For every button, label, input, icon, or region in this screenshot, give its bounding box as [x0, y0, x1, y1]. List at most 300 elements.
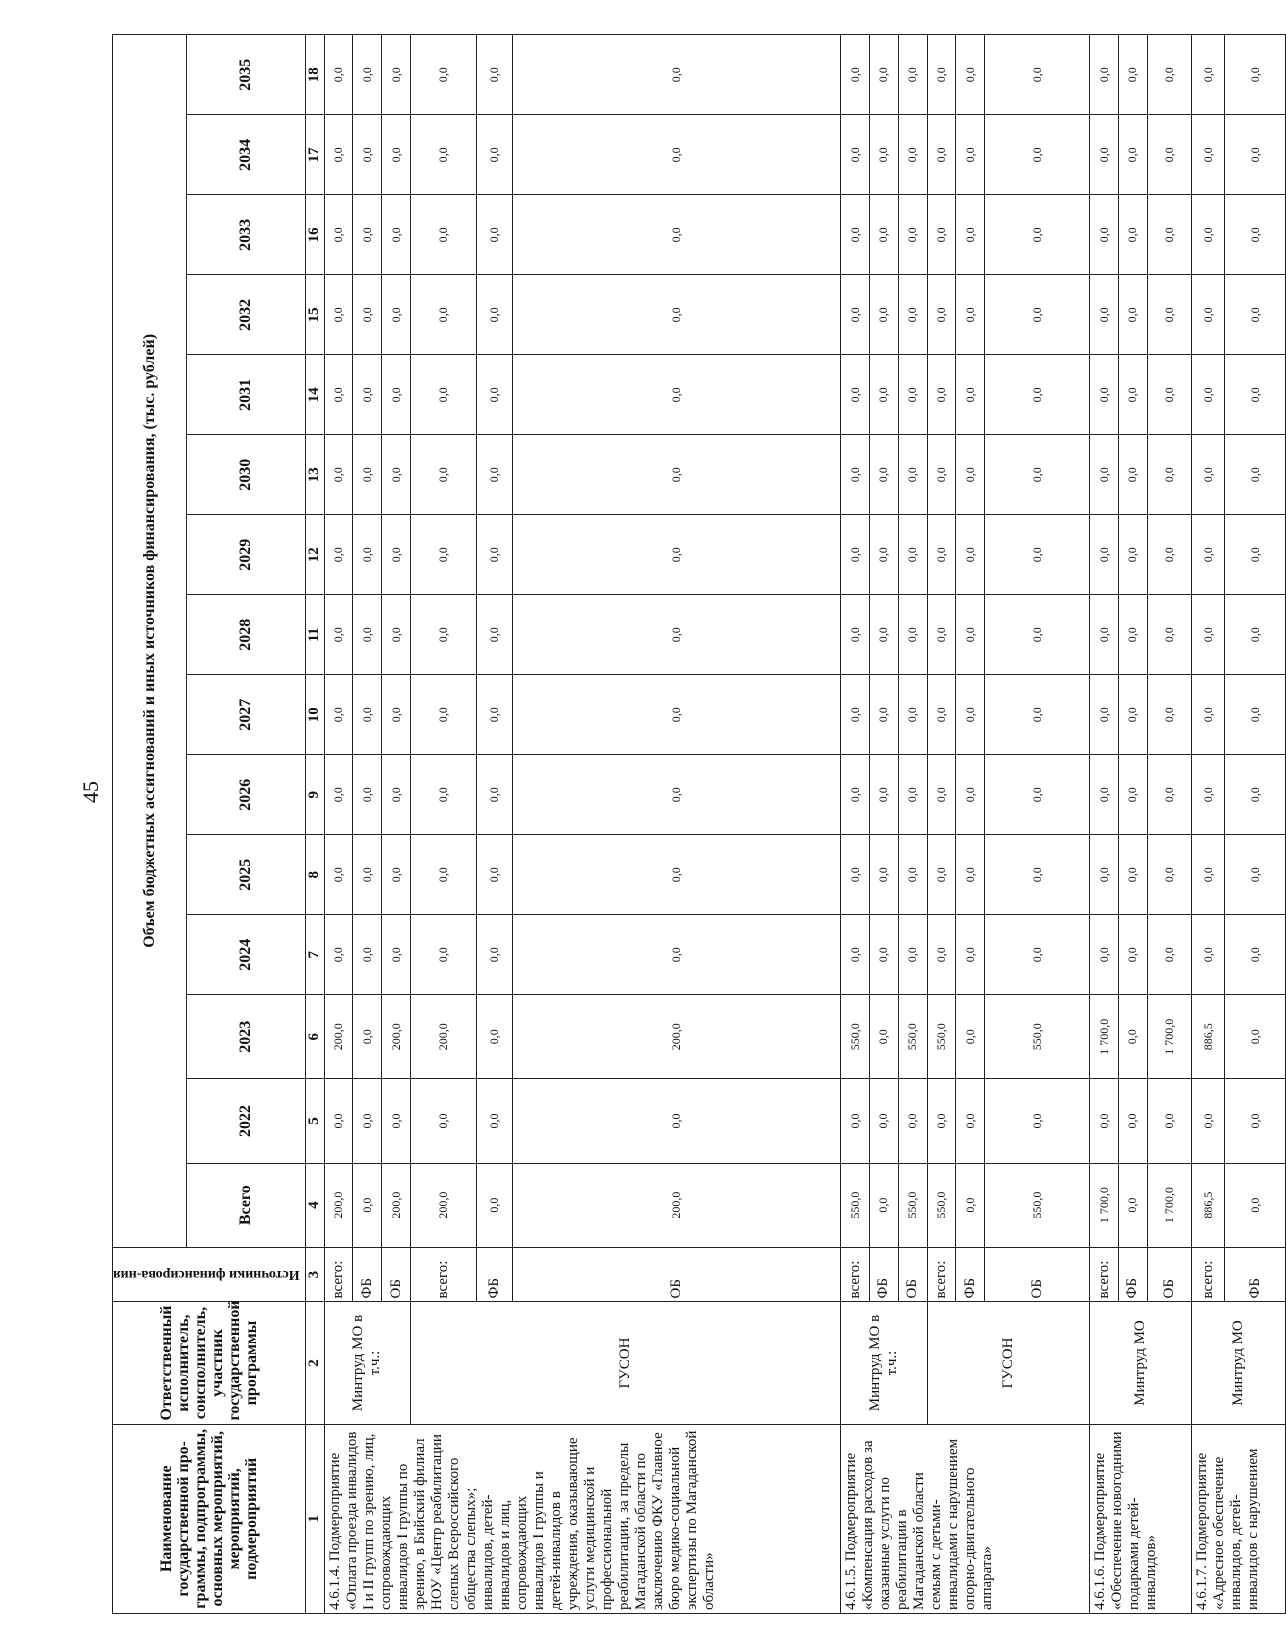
- row-responsible: Минтруд МО в т.ч.:: [841, 1302, 927, 1424]
- row-value: 0,0: [476, 355, 513, 435]
- row-value: 0,0: [1147, 835, 1192, 915]
- row-value: 0,0: [353, 755, 382, 835]
- row-value: 0,0: [513, 595, 841, 675]
- row-responsible: ГУСОН: [927, 1302, 1090, 1424]
- row-source: ФБ: [956, 1247, 985, 1302]
- row-value: 550,0: [985, 995, 1090, 1079]
- row-value: 1 700,0: [1090, 995, 1119, 1079]
- row-value: 0,0: [1225, 355, 1285, 435]
- row-value: 0,0: [841, 355, 870, 435]
- row-value: 0,0: [476, 435, 513, 515]
- row-value: 200,0: [324, 995, 353, 1079]
- row-value: 0,0: [324, 1079, 353, 1163]
- column-number: 17: [305, 115, 324, 195]
- row-value: 0,0: [1192, 835, 1225, 915]
- row-value: 0,0: [1192, 195, 1225, 275]
- column-number: 18: [305, 35, 324, 115]
- table-row: [841, 35, 870, 1614]
- column-number: 15: [305, 275, 324, 355]
- row-value: 0,0: [1147, 675, 1192, 755]
- header-year: 2026: [187, 755, 306, 835]
- row-value: 0,0: [476, 195, 513, 275]
- row-value: 0,0: [476, 675, 513, 755]
- row-value: 0,0: [476, 915, 513, 995]
- row-value: 0,0: [927, 115, 956, 195]
- row-value: 0,0: [476, 835, 513, 915]
- column-number: 16: [305, 195, 324, 275]
- row-value: 0,0: [869, 1079, 898, 1163]
- row-value: 0,0: [927, 435, 956, 515]
- row-value: 0,0: [513, 435, 841, 515]
- row-value: 0,0: [956, 1163, 985, 1247]
- row-value: 200,0: [513, 1163, 841, 1247]
- row-value: 0,0: [411, 35, 477, 115]
- row-source: всего:: [927, 1247, 956, 1302]
- row-value: 0,0: [1225, 995, 1285, 1079]
- row-value: 0,0: [869, 275, 898, 355]
- row-value: 0,0: [1225, 1079, 1285, 1163]
- row-value: 0,0: [898, 115, 927, 195]
- column-number: 13: [305, 435, 324, 515]
- row-value: 550,0: [841, 1163, 870, 1247]
- row-value: 0,0: [1225, 195, 1285, 275]
- row-value: 0,0: [1225, 915, 1285, 995]
- row-value: 0,0: [869, 115, 898, 195]
- row-value: 0,0: [382, 755, 411, 835]
- row-value: 0,0: [411, 435, 477, 515]
- row-value: 0,0: [898, 275, 927, 355]
- row-value: 200,0: [382, 1163, 411, 1247]
- row-value: 0,0: [1147, 35, 1192, 115]
- row-value: 0,0: [1118, 115, 1147, 195]
- row-value: 0,0: [985, 1079, 1090, 1163]
- row-value: 0,0: [411, 195, 477, 275]
- row-value: 0,0: [898, 675, 927, 755]
- row-value: 0,0: [985, 35, 1090, 115]
- row-value: 0,0: [411, 755, 477, 835]
- row-value: 0,0: [898, 35, 927, 115]
- row-value: 0,0: [869, 995, 898, 1079]
- column-number: 6: [305, 995, 324, 1079]
- row-value: 0,0: [1192, 755, 1225, 835]
- row-value: 0,0: [1147, 1079, 1192, 1163]
- row-value: 0,0: [1225, 835, 1285, 915]
- row-value: 0,0: [324, 275, 353, 355]
- row-value: 0,0: [513, 755, 841, 835]
- row-value: 0,0: [324, 755, 353, 835]
- row-value: 0,0: [869, 835, 898, 915]
- row-value: 0,0: [1147, 115, 1192, 195]
- row-value: 0,0: [411, 275, 477, 355]
- row-value: 0,0: [1225, 435, 1285, 515]
- row-value: 0,0: [1225, 275, 1285, 355]
- row-value: 0,0: [1090, 515, 1119, 595]
- row-value: 0,0: [1090, 1079, 1119, 1163]
- row-value: 0,0: [985, 115, 1090, 195]
- row-value: 0,0: [927, 675, 956, 755]
- row-value: 0,0: [985, 275, 1090, 355]
- header-responsible: Ответственный исполнитель, соисполнитель, участник государственной программы: [113, 1302, 306, 1424]
- header-funding-group: Объем бюджетных ассигнований и иных источников финансирования, (тыс. рублей): [113, 35, 187, 1248]
- row-value: 0,0: [956, 1079, 985, 1163]
- row-value: 1 700,0: [1090, 1163, 1119, 1247]
- column-number: 11: [305, 595, 324, 675]
- table-row: [411, 35, 477, 1614]
- column-number: 2: [305, 1302, 324, 1424]
- row-value: 200,0: [513, 995, 841, 1079]
- row-source: ОБ: [513, 1247, 841, 1302]
- row-value: 0,0: [382, 435, 411, 515]
- row-value: 0,0: [869, 355, 898, 435]
- table-row: [1192, 35, 1225, 1614]
- row-value: 0,0: [353, 435, 382, 515]
- row-value: 0,0: [1118, 515, 1147, 595]
- row-value: 0,0: [411, 595, 477, 675]
- row-value: 0,0: [1225, 595, 1285, 675]
- row-value: 0,0: [1147, 595, 1192, 675]
- row-source: всего:: [841, 1247, 870, 1302]
- row-value: 0,0: [1118, 755, 1147, 835]
- row-value: 1 700,0: [1147, 1163, 1192, 1247]
- row-value: 550,0: [985, 1163, 1090, 1247]
- row-value: 0,0: [841, 195, 870, 275]
- row-value: 0,0: [476, 1079, 513, 1163]
- row-value: 0,0: [869, 435, 898, 515]
- header-source: Источники финансирова-ния: [113, 1247, 306, 1302]
- column-number: 8: [305, 835, 324, 915]
- row-source: ФБ: [869, 1247, 898, 1302]
- row-value: 0,0: [476, 275, 513, 355]
- row-value: 0,0: [841, 675, 870, 755]
- row-value: 0,0: [841, 595, 870, 675]
- row-value: 0,0: [956, 355, 985, 435]
- row-source: всего:: [1192, 1247, 1225, 1302]
- row-value: 0,0: [841, 35, 870, 115]
- row-value: 886,5: [1192, 1163, 1225, 1247]
- row-value: 0,0: [324, 915, 353, 995]
- row-value: 0,0: [353, 1079, 382, 1163]
- row-value: 200,0: [324, 1163, 353, 1247]
- header-year: 2035: [187, 35, 306, 115]
- row-value: 0,0: [1118, 435, 1147, 515]
- row-value: 0,0: [1090, 435, 1119, 515]
- header-total: Всего: [187, 1163, 306, 1247]
- row-value: 0,0: [513, 835, 841, 915]
- row-value: 0,0: [353, 115, 382, 195]
- row-value: 0,0: [1225, 675, 1285, 755]
- row-value: 0,0: [513, 195, 841, 275]
- row-value: 0,0: [869, 595, 898, 675]
- row-value: 0,0: [382, 355, 411, 435]
- row-value: 200,0: [382, 995, 411, 1079]
- row-value: 0,0: [382, 515, 411, 595]
- row-source: всего:: [411, 1247, 477, 1302]
- row-value: 0,0: [1192, 675, 1225, 755]
- row-source: ОБ: [1147, 1247, 1192, 1302]
- table-row: [1090, 35, 1119, 1614]
- table-row: [324, 35, 353, 1614]
- row-value: 0,0: [324, 355, 353, 435]
- funding-table-sheet: [112, 34, 1263, 1614]
- row-value: 0,0: [841, 915, 870, 995]
- row-value: 0,0: [1192, 915, 1225, 995]
- row-value: 0,0: [869, 675, 898, 755]
- row-value: 0,0: [1192, 595, 1225, 675]
- row-value: 0,0: [353, 355, 382, 435]
- row-value: 550,0: [927, 1163, 956, 1247]
- row-value: 200,0: [411, 995, 477, 1079]
- row-source: ФБ: [1225, 1247, 1285, 1302]
- row-source: ФБ: [353, 1247, 382, 1302]
- row-value: 0,0: [353, 35, 382, 115]
- row-value: 0,0: [1147, 515, 1192, 595]
- row-value: 0,0: [476, 35, 513, 115]
- row-value: 0,0: [898, 915, 927, 995]
- row-value: 0,0: [841, 835, 870, 915]
- row-value: 0,0: [382, 595, 411, 675]
- row-value: 0,0: [513, 675, 841, 755]
- row-value: 0,0: [985, 915, 1090, 995]
- row-value: 0,0: [869, 35, 898, 115]
- row-value: 0,0: [956, 755, 985, 835]
- column-number: 5: [305, 1079, 324, 1163]
- row-value: 0,0: [898, 835, 927, 915]
- row-value: 550,0: [927, 995, 956, 1079]
- row-value: 0,0: [382, 115, 411, 195]
- row-value: 0,0: [927, 275, 956, 355]
- column-number: 1: [305, 1424, 324, 1613]
- column-number: 7: [305, 915, 324, 995]
- funding-table: [112, 34, 1286, 1614]
- row-source: ФБ: [476, 1247, 513, 1302]
- row-value: 550,0: [841, 995, 870, 1079]
- row-value: 0,0: [985, 355, 1090, 435]
- header-year: 2032: [187, 275, 306, 355]
- column-number: 10: [305, 675, 324, 755]
- row-value: 0,0: [513, 355, 841, 435]
- header-year: 2029: [187, 515, 306, 595]
- row-value: 0,0: [985, 835, 1090, 915]
- row-value: 0,0: [324, 675, 353, 755]
- row-value: 0,0: [324, 835, 353, 915]
- row-value: 0,0: [411, 515, 477, 595]
- row-value: 0,0: [353, 195, 382, 275]
- row-value: 0,0: [927, 355, 956, 435]
- row-value: 0,0: [956, 915, 985, 995]
- column-number: 9: [305, 755, 324, 835]
- row-name: 4.6.1.4. Подмероприятие «Оплата проезда инвалидов I и II групп по зрению, лиц, сопровождающих инвалидов I группы по зрению, в Бийский филиал НОУ «Центр реабилитации слепых Всероссийского общества слепых»; инвалидов, детей-инвалидов и лиц, сопровождающих инвалидов I группы и детей-инвалидов в учреждения, оказывающие услуги медицинской и профессиональной реабилитации, за пределы Магаданской области по заключению ФКУ «Главное бюро медико-социальной экспертизы по Магаданской области»: [324, 1424, 840, 1613]
- page-number: 45: [78, 781, 103, 803]
- row-value: 0,0: [841, 115, 870, 195]
- row-value: 0,0: [382, 195, 411, 275]
- row-value: 0,0: [1225, 115, 1285, 195]
- row-value: 0,0: [927, 35, 956, 115]
- row-value: 0,0: [353, 675, 382, 755]
- row-value: 0,0: [476, 595, 513, 675]
- row-source: ОБ: [985, 1247, 1090, 1302]
- row-value: 0,0: [382, 275, 411, 355]
- row-value: 0,0: [476, 1163, 513, 1247]
- row-value: 0,0: [476, 115, 513, 195]
- row-value: 0,0: [927, 1079, 956, 1163]
- row-value: 0,0: [898, 435, 927, 515]
- row-value: 0,0: [956, 995, 985, 1079]
- row-value: 0,0: [956, 835, 985, 915]
- row-value: 0,0: [353, 995, 382, 1079]
- row-value: 0,0: [1090, 355, 1119, 435]
- row-value: 0,0: [1147, 755, 1192, 835]
- row-value: 0,0: [869, 195, 898, 275]
- row-value: 0,0: [513, 275, 841, 355]
- row-value: 0,0: [898, 755, 927, 835]
- row-value: 0,0: [411, 115, 477, 195]
- header-year: 2034: [187, 115, 306, 195]
- row-name: 4.6.1.5. Подмероприятие «Компенсация расходов за оказанные услуги по реабилитации в Магаданской области семьям с детьми-инвалидами с нарушением опорно-двигательного аппарата»: [841, 1424, 1090, 1613]
- row-value: 0,0: [1225, 35, 1285, 115]
- row-value: 0,0: [927, 835, 956, 915]
- row-value: 0,0: [353, 1163, 382, 1247]
- row-value: 0,0: [927, 915, 956, 995]
- row-value: 0,0: [1118, 1163, 1147, 1247]
- row-value: 0,0: [841, 1079, 870, 1163]
- row-value: 0,0: [353, 515, 382, 595]
- row-value: 550,0: [898, 1163, 927, 1247]
- row-value: 0,0: [1225, 1163, 1285, 1247]
- row-value: 0,0: [1090, 595, 1119, 675]
- row-value: 0,0: [411, 1079, 477, 1163]
- row-value: 0,0: [956, 435, 985, 515]
- row-value: 0,0: [1118, 355, 1147, 435]
- row-value: 0,0: [1118, 275, 1147, 355]
- row-responsible: Минтруд МО: [1090, 1302, 1192, 1424]
- row-value: 0,0: [324, 435, 353, 515]
- row-value: 0,0: [1090, 675, 1119, 755]
- row-value: 0,0: [985, 675, 1090, 755]
- row-value: 0,0: [1118, 1079, 1147, 1163]
- row-value: 0,0: [898, 355, 927, 435]
- row-value: 0,0: [324, 115, 353, 195]
- row-value: 1 700,0: [1147, 995, 1192, 1079]
- row-value: 0,0: [324, 35, 353, 115]
- row-value: 0,0: [927, 515, 956, 595]
- row-value: 0,0: [927, 595, 956, 675]
- row-value: 0,0: [985, 595, 1090, 675]
- row-value: 0,0: [1090, 835, 1119, 915]
- row-responsible: ГУСОН: [411, 1302, 841, 1424]
- row-value: 0,0: [411, 355, 477, 435]
- row-value: 0,0: [985, 195, 1090, 275]
- row-value: 0,0: [1147, 915, 1192, 995]
- row-value: 0,0: [1192, 115, 1225, 195]
- row-value: 0,0: [841, 275, 870, 355]
- row-value: 200,0: [411, 1163, 477, 1247]
- row-value: 0,0: [1090, 275, 1119, 355]
- row-value: 0,0: [324, 515, 353, 595]
- row-source: ОБ: [898, 1247, 927, 1302]
- row-source: всего:: [1090, 1247, 1119, 1302]
- column-number: 14: [305, 355, 324, 435]
- row-value: 0,0: [411, 675, 477, 755]
- header-year: 2030: [187, 435, 306, 515]
- row-value: 0,0: [898, 1079, 927, 1163]
- header-year: 2031: [187, 355, 306, 435]
- row-value: 0,0: [869, 1163, 898, 1247]
- row-value: 0,0: [927, 755, 956, 835]
- row-value: 0,0: [956, 275, 985, 355]
- row-name: 4.6.1.6. Подмероприятие «Обеспечение новогодними подарками детей-инвалидов»: [1090, 1424, 1192, 1613]
- row-value: 0,0: [382, 835, 411, 915]
- row-value: 0,0: [927, 195, 956, 275]
- column-number: 12: [305, 515, 324, 595]
- header-year: 2022: [187, 1079, 306, 1163]
- row-value: 0,0: [411, 915, 477, 995]
- row-value: 0,0: [1090, 755, 1119, 835]
- row-value: 0,0: [513, 1079, 841, 1163]
- row-value: 0,0: [1118, 595, 1147, 675]
- row-value: 0,0: [324, 195, 353, 275]
- row-value: 0,0: [353, 915, 382, 995]
- row-value: 0,0: [956, 195, 985, 275]
- row-source: ОБ: [382, 1247, 411, 1302]
- row-value: 550,0: [898, 995, 927, 1079]
- row-value: 0,0: [1225, 515, 1285, 595]
- header-year: 2024: [187, 915, 306, 995]
- row-value: 0,0: [1192, 35, 1225, 115]
- row-value: 0,0: [476, 755, 513, 835]
- row-value: 0,0: [869, 515, 898, 595]
- row-value: 0,0: [1147, 355, 1192, 435]
- row-value: 0,0: [985, 515, 1090, 595]
- row-value: 0,0: [898, 595, 927, 675]
- header-year: 2033: [187, 195, 306, 275]
- row-value: 0,0: [1192, 515, 1225, 595]
- row-value: 0,0: [1118, 995, 1147, 1079]
- header-name: Наименование государственной про-граммы, подпрограммы, основных мероприятий, мероприятий, подмероприятий: [113, 1424, 306, 1613]
- row-value: 0,0: [382, 1079, 411, 1163]
- row-value: 0,0: [956, 35, 985, 115]
- row-value: 0,0: [1147, 195, 1192, 275]
- row-value: 0,0: [1225, 755, 1285, 835]
- row-value: 0,0: [324, 595, 353, 675]
- row-value: 0,0: [841, 435, 870, 515]
- table-row: [927, 35, 956, 1614]
- row-responsible: Минтруд МО в т.ч.:: [324, 1302, 410, 1424]
- header-year: 2028: [187, 595, 306, 675]
- column-number: 3: [305, 1247, 324, 1302]
- row-value: 0,0: [1118, 195, 1147, 275]
- row-value: 0,0: [1118, 675, 1147, 755]
- row-source: всего:: [324, 1247, 353, 1302]
- row-value: 0,0: [869, 755, 898, 835]
- row-value: 0,0: [1090, 195, 1119, 275]
- row-value: 0,0: [1147, 435, 1192, 515]
- row-value: 0,0: [956, 675, 985, 755]
- row-value: 0,0: [985, 755, 1090, 835]
- row-value: 0,0: [353, 275, 382, 355]
- row-value: 0,0: [1118, 915, 1147, 995]
- row-value: 0,0: [476, 515, 513, 595]
- row-value: 0,0: [382, 35, 411, 115]
- row-value: 886,5: [1192, 995, 1225, 1079]
- row-value: 0,0: [353, 595, 382, 675]
- row-value: 0,0: [1090, 35, 1119, 115]
- row-value: 0,0: [513, 115, 841, 195]
- row-value: 0,0: [513, 915, 841, 995]
- row-value: 0,0: [513, 35, 841, 115]
- row-source: ФБ: [1118, 1247, 1147, 1302]
- row-value: 0,0: [956, 515, 985, 595]
- row-value: 0,0: [1118, 835, 1147, 915]
